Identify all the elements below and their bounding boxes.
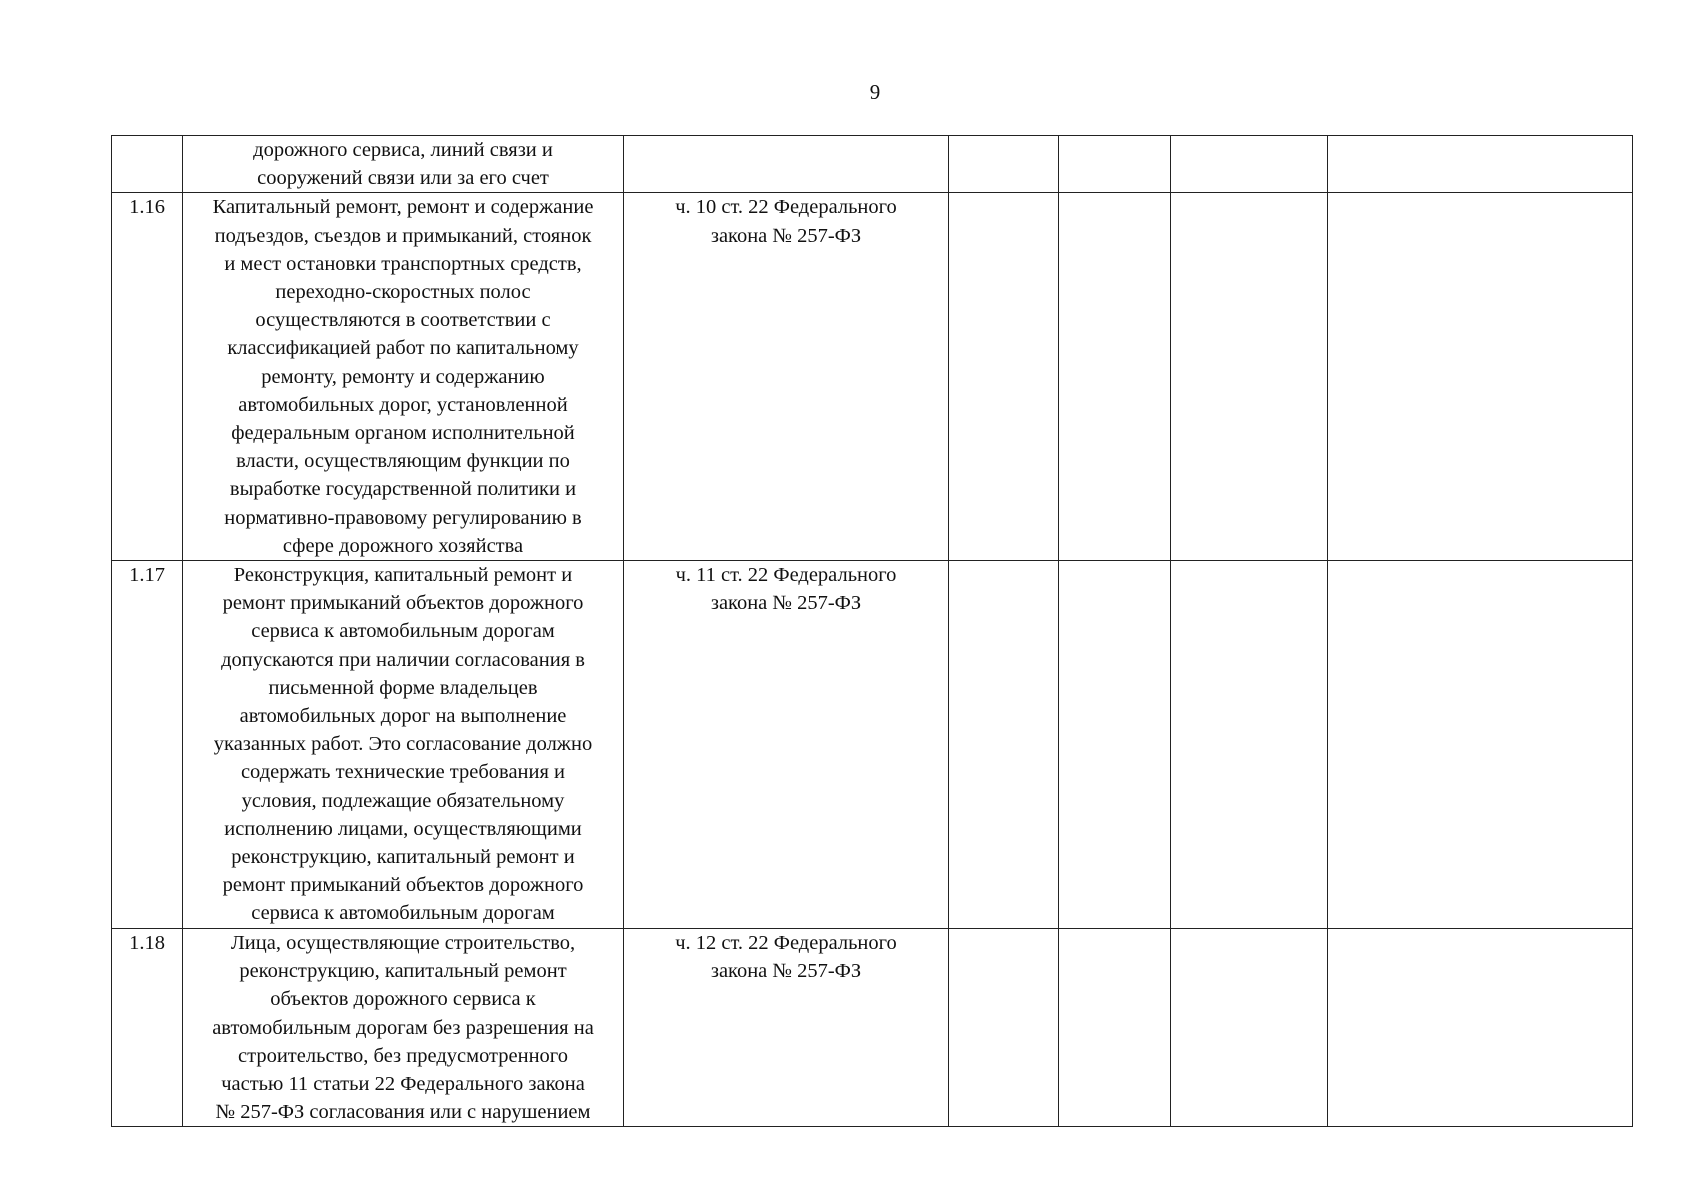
legal-reference-cell <box>624 561 949 929</box>
requirement-text-line: выработке государственной политики и <box>229 478 577 501</box>
empty-cell <box>949 561 1059 929</box>
legal-reference-line: ч. 11 ст. 22 Федерального <box>675 564 897 587</box>
row-number: 1.17 <box>112 561 183 929</box>
requirement-text-line: частью 11 статьи 22 Федерального закона <box>221 1073 585 1096</box>
requirement-text-line: автомобильных дорог на выполнение <box>239 705 567 728</box>
empty-cell <box>1171 136 1328 193</box>
requirement-cell <box>183 193 624 561</box>
requirement-text-line: автомобильных дорог, установленной <box>238 393 568 416</box>
legal-reference-cell <box>624 929 949 1127</box>
empty-cell <box>949 193 1059 561</box>
requirement-text-line: ремонту, ремонту и содержанию <box>261 365 545 388</box>
empty-cell <box>1328 929 1633 1127</box>
empty-cell <box>1059 136 1171 193</box>
empty-cell <box>1328 561 1633 929</box>
requirement-text-line: сфере дорожного хозяйства <box>282 534 524 557</box>
requirement-text-line: Реконструкция, капитальный ремонт и <box>233 564 573 587</box>
requirement-text-line: № 257-ФЗ согласования или с нарушением <box>215 1101 591 1124</box>
empty-cell <box>1328 193 1633 561</box>
requirement-text-line: сервиса к автомобильным дорогам <box>251 902 555 925</box>
page-number: 9 <box>869 80 881 104</box>
requirement-text-line: строительство, без предусмотренного <box>238 1044 568 1067</box>
requirement-text-line: переходно-скоростных полос <box>275 281 531 304</box>
requirement-text-line: Капитальный ремонт, ремонт и содержание <box>212 196 594 219</box>
legal-reference-cell <box>624 136 949 193</box>
requirement-text-line: ремонт примыканий объектов дорожного <box>222 592 584 615</box>
requirement-text-line: нормативно-правовому регулированию в <box>224 506 582 529</box>
requirement-text-line: Лица, осуществляющие строительство, <box>230 932 576 955</box>
requirement-text-line: автомобильным дорогам без разрешения на <box>212 1016 594 1039</box>
row-number: 1.16 <box>112 193 183 561</box>
empty-cell <box>949 929 1059 1127</box>
requirement-text-line: дорожного сервиса, линий связи и <box>253 139 553 161</box>
requirement-text-line: сооружений связи или за его счет <box>257 167 549 190</box>
empty-cell <box>1059 193 1171 561</box>
legal-reference-line: ч. 12 ст. 22 Федерального <box>675 932 897 955</box>
empty-cell <box>1171 929 1328 1127</box>
row-number: 1.18 <box>112 929 183 1127</box>
table-body <box>112 136 1633 1127</box>
empty-cell <box>1328 136 1633 193</box>
table-row <box>112 929 1633 1127</box>
requirements-table <box>111 135 1633 1127</box>
table-row <box>112 561 1633 929</box>
requirement-text-line: сервиса к автомобильным дорогам <box>251 620 555 643</box>
legal-reference-line: ч. 10 ст. 22 Федерального <box>675 196 897 219</box>
requirement-text-line: исполнению лицами, осуществляющими <box>224 817 582 840</box>
requirement-cell <box>183 136 624 193</box>
requirement-text-line: письменной форме владельцев <box>268 676 538 699</box>
legal-reference-line: закона № 257-ФЗ <box>710 592 862 615</box>
empty-cell <box>1171 193 1328 561</box>
requirement-cell <box>183 929 624 1127</box>
legal-reference-line: закона № 257-ФЗ <box>710 960 862 983</box>
empty-cell <box>1059 561 1171 929</box>
requirement-text-line: подъездов, съездов и примыканий, стоянок <box>214 224 592 247</box>
requirement-text-line: условия, подлежащие обязательному <box>241 789 565 812</box>
empty-cell <box>1059 929 1171 1127</box>
table-row <box>112 193 1633 561</box>
requirement-text-line: указанных работ. Это согласование должно <box>213 733 593 756</box>
legal-reference-line: закона № 257-ФЗ <box>710 224 862 247</box>
row-number <box>112 136 183 193</box>
requirement-text-line: классификацией работ по капитальному <box>227 337 579 360</box>
requirement-text-line: реконструкцию, капитальный ремонт <box>239 960 567 983</box>
requirement-text-line: и мест остановки транспортных средств, <box>224 252 582 275</box>
requirement-text-line: реконструкцию, капитальный ремонт и <box>231 846 575 869</box>
requirement-text-line: власти, осуществляющим функции по <box>236 450 570 473</box>
requirement-text-line: объектов дорожного сервиса к <box>270 988 536 1011</box>
requirement-cell <box>183 561 624 929</box>
empty-cell <box>1171 561 1328 929</box>
legal-reference-cell <box>624 193 949 561</box>
requirement-text-line: ремонт примыканий объектов дорожного <box>222 874 584 897</box>
empty-cell <box>949 136 1059 193</box>
requirement-text-line: осуществляются в соответствии с <box>255 309 551 332</box>
requirement-text-line: федеральным органом исполнительной <box>231 422 575 445</box>
table-row <box>112 136 1633 193</box>
requirement-text-line: содержать технические требования и <box>240 761 566 784</box>
requirement-text-line: допускаются при наличии согласования в <box>221 648 585 671</box>
